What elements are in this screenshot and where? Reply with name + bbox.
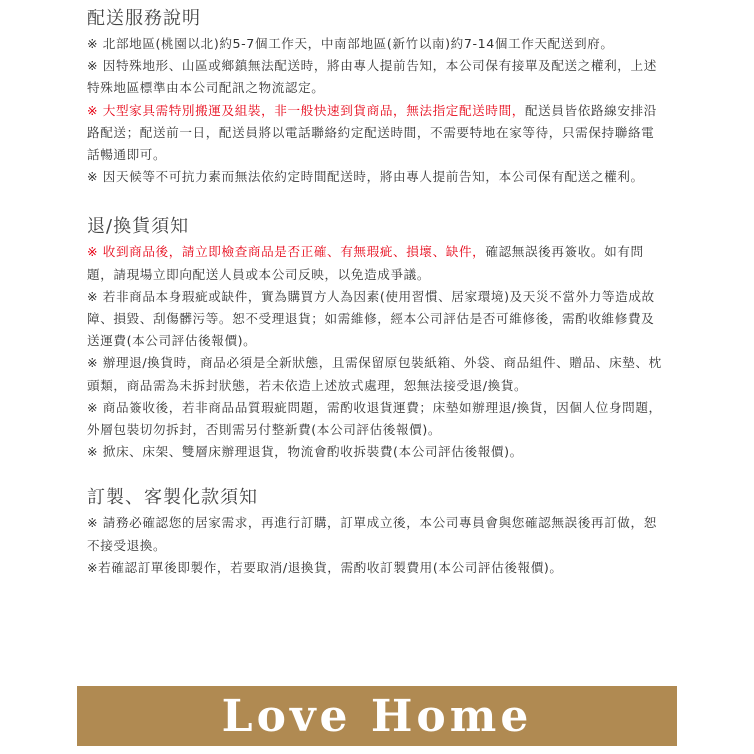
returns-paragraph-2: ※ 若非商品本身瑕疵或缺件，實為購買方人為因素(使用習慣、居家環境)及天災不當外力等造成故障、損毀、刮傷髒污等。恕不受理退貨；如需維修，經本公司評估是否可維修後，需酌收維修費及送運費(本公司評估後報價)。 bbox=[87, 288, 655, 349]
returns-paragraph-5: ※ 掀床、床架、雙層床辦理退貨，物流會酌收拆裝費(本公司評估後報價)。 bbox=[87, 444, 523, 460]
shipping-section bbox=[87, 6, 667, 188]
banner-text: Love Home bbox=[221, 690, 533, 742]
returns-paragraph-1 bbox=[87, 241, 667, 285]
love-home-banner bbox=[77, 686, 677, 746]
custom-title: 訂製、客製化款須知 bbox=[87, 487, 258, 509]
shipping-paragraph-4: ※ 因天候等不可抗力素而無法依約定時間配送時，將由專人提前告知，本公司保有配送之權利。 bbox=[87, 169, 644, 185]
returns-warning-text: ※ 收到商品後，請立即檢查商品是否正確、有無瑕疵、損壞、缺件， bbox=[87, 244, 486, 260]
shipping-paragraph-3-rest: 配送員皆依路線安排沿路配送；配送前一日，配送員將以電話聯絡約定配送時間，不需要特地在家等待，只需保持聯絡電話暢通即可。 bbox=[87, 102, 657, 163]
custom-paragraph-1: ※ 請務必確認您的居家需求，再進行訂購，訂單成立後，本公司專員會與您確認無誤後再訂做，恕不接受退換。 bbox=[87, 515, 657, 553]
notice-page bbox=[87, 6, 667, 579]
shipping-title: 配送服務說明 bbox=[87, 8, 201, 29]
returns-paragraph-3: ※ 辦理退/換貨時，商品必須是全新狀態，且需保留原包裝紙箱、外袋、商品組件、贈品、床墊、枕頭類，商品需為未拆封狀態，若未依造上述放式處理，恕無法接受退/換貨。 bbox=[87, 355, 662, 393]
returns-paragraph-4: ※ 商品簽收後，若非商品品質瑕疵問題，需酌收退貨運費；床墊如辦理退/換貨，因個人位身問題，外層包裝切勿拆封，否則需另付整新費(本公司評估後報價)。 bbox=[87, 399, 662, 438]
shipping-paragraph-2: ※ 因特殊地形、山區或鄉鎮無法配送時，將由專人提前告知，本公司保有接單及配送之權利，上述特殊地區標準由本公司配訊之物流認定。 bbox=[87, 58, 657, 96]
shipping-warning-text: ※ 大型家具需特別搬運及組裝，非一般快速到貨商品，無法指定配送時間， bbox=[87, 102, 525, 118]
returns-title: 退/換貨須知 bbox=[87, 216, 190, 238]
shipping-paragraph-3 bbox=[87, 100, 667, 167]
custom-section bbox=[87, 485, 667, 579]
returns-section bbox=[87, 214, 667, 463]
returns-paragraph-1-rest: 確認無誤後再簽收。如有問題，請現場立即向配送人員或本公司反映，以免造成爭議。 bbox=[87, 244, 644, 282]
shipping-paragraph-1: ※ 北部地區(桃園以北)約5-7個工作天，中南部地區(新竹以南)約7-14個工作天配送到府。 bbox=[87, 36, 614, 51]
custom-paragraph-2: ※若確認訂單後即製作，若要取消/退換貨，需酌收訂製費用(本公司評估後報價)。 bbox=[87, 559, 563, 575]
